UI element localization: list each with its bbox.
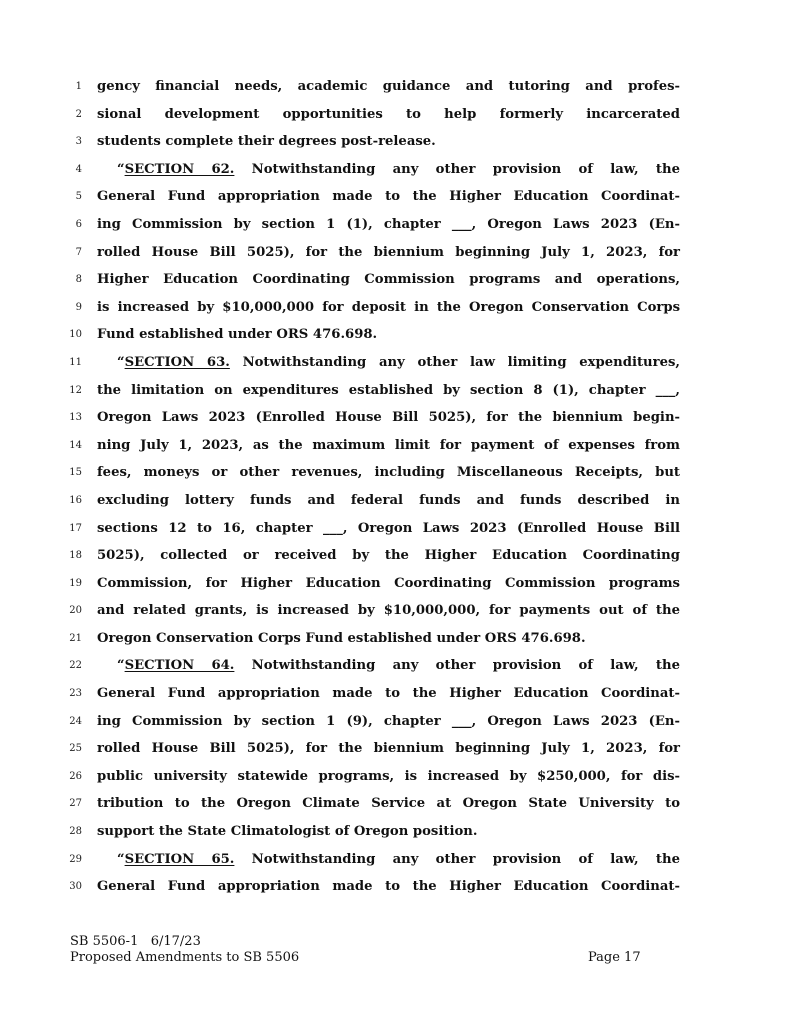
line-content: tribution to the Oregon Climate Service at Oregon State University to [97,796,680,812]
line-text [97,487,680,515]
line-content: Notwithstanding any other provision of law, the [234,161,680,177]
document-line [0,873,800,901]
line-number: 12 [69,384,82,396]
document-line [0,708,800,736]
line-content: fees, moneys or other revenues, including Miscellaneous Receipts, but [97,465,680,481]
line-content: public university statewide programs, is increased by $250,000, for dis- [97,768,680,784]
line-text [97,459,680,487]
line-number: 11 [69,356,82,368]
open-quote: “ [117,851,125,867]
line-content: Commission, for Higher Education Coordinating Commission programs [97,575,680,591]
line-text [97,625,680,653]
line-text [97,818,680,846]
document-line [0,515,800,543]
line-text [97,321,680,349]
line-content: Oregon Laws 2023 (Enrolled House Bill 5025), for the biennium begin- [97,410,680,426]
document-line [0,763,800,791]
document-line [0,377,800,405]
line-number: 23 [69,688,82,700]
open-quote: “ [117,161,125,177]
document-line [0,735,800,763]
line-content: Notwithstanding any other law limiting expenditures, [229,354,680,370]
document-line [0,597,800,625]
line-content: support the State Climatologist of Oregon position. [97,824,478,840]
line-number: 7 [75,246,82,258]
line-content: ning July 1, 2023, as the maximum limit for payment of expenses from [97,437,680,453]
line-text [97,377,680,405]
line-text [97,790,680,818]
footer-doc-id: SB 5506-1 6/17/23 [70,934,201,949]
line-text [97,873,680,901]
line-content: Higher Education Coordinating Commission programs and operations, [97,272,680,288]
line-number: 21 [69,632,82,644]
document-body [0,73,800,901]
line-content: General Fund appropriation made to the Higher Education Coordinat- [97,189,680,205]
line-number: 16 [69,494,82,506]
line-number: 20 [69,605,82,617]
line-number: 19 [69,577,82,589]
line-number: 17 [69,522,82,534]
line-text [97,404,680,432]
document-line [0,570,800,598]
document-line [0,542,800,570]
document-line [0,652,800,680]
line-text [97,542,680,570]
line-text [97,735,680,763]
line-number: 4 [75,163,82,175]
document-line [0,73,800,101]
line-number: 2 [75,108,82,120]
line-content: rolled House Bill 5025), for the biennium beginning July 1, 2023, for [97,244,680,260]
line-text [97,73,680,101]
line-text [97,515,680,543]
document-line [0,487,800,515]
line-number: 29 [69,853,82,865]
document-line [0,459,800,487]
footer-title: Proposed Amendments to SB 5506 [70,950,300,965]
line-text [97,128,680,156]
open-quote: “ [117,354,125,370]
line-text [97,239,680,267]
line-text [97,294,680,322]
section-heading: SECTION 65. [124,851,235,867]
line-text [97,708,680,736]
document-line [0,404,800,432]
line-number: 8 [75,274,82,286]
open-quote: “ [117,658,125,674]
document-line [0,128,800,156]
line-number: 3 [75,136,82,148]
line-content: Oregon Conservation Corps Fund established under ORS 476.698. [97,630,586,646]
line-number: 5 [75,191,82,203]
document-line [0,266,800,294]
document-line [0,349,800,377]
line-number: 14 [69,439,82,451]
line-content: and related grants, is increased by $10,000,000, for payments out of the [97,603,680,619]
section-heading: SECTION 62. [124,161,235,177]
line-content: ing Commission by section 1 (9), chapter ___, Oregon Laws 2023 (En- [97,713,680,729]
document-line [0,790,800,818]
footer [70,934,299,966]
line-number: 22 [69,660,82,672]
section-heading: SECTION 64. [124,658,235,674]
document-line [0,321,800,349]
line-content: sional development opportunities to help formerly incarcerated [97,106,680,122]
line-content: Notwithstanding any other provision of law, the [234,658,680,674]
line-content: Fund established under ORS 476.698. [97,327,378,343]
line-text [117,652,680,680]
line-number: 9 [75,301,82,313]
document-line [0,294,800,322]
line-content: ing Commission by section 1 (1), chapter ___, Oregon Laws 2023 (En- [97,216,680,232]
page-number: Page 17 [588,950,641,965]
line-text [97,570,680,598]
line-number: 27 [69,798,82,810]
line-text [117,349,680,377]
line-number: 18 [69,550,82,562]
line-content: 5025), collected or received by the Higher Education Coordinating [97,548,680,564]
line-content: General Fund appropriation made to the Higher Education Coordinat- [97,879,680,895]
line-number: 15 [69,467,82,479]
line-content: gency financial needs, academic guidance and tutoring and profes- [97,79,680,94]
line-text [97,597,680,625]
line-number: 13 [69,412,82,424]
line-content: General Fund appropriation made to the Higher Education Coordinat- [97,686,680,702]
line-number: 28 [69,826,82,838]
line-content: is increased by $10,000,000 for deposit in the Oregon Conservation Corps [97,299,680,315]
line-text [117,846,680,874]
line-text [97,101,680,129]
document-line [0,846,800,874]
line-text [97,183,680,211]
line-text [117,156,680,184]
line-text [97,680,680,708]
line-number: 25 [69,743,82,755]
line-content: sections 12 to 16, chapter ___, Oregon Laws 2023 (Enrolled House Bill [97,520,680,536]
line-content: students complete their degrees post-release. [97,134,436,150]
line-text [97,432,680,460]
document-line [0,101,800,129]
document-line [0,156,800,184]
line-number: 24 [69,715,82,727]
line-content: rolled House Bill 5025), for the biennium beginning July 1, 2023, for [97,741,680,757]
line-number: 1 [75,81,82,92]
line-text [97,266,680,294]
document-line [0,680,800,708]
document-line [0,432,800,460]
document-line [0,818,800,846]
document-line [0,211,800,239]
line-number: 30 [69,881,82,893]
line-content: excluding lottery funds and federal funds and funds described in [97,492,680,508]
document-line [0,183,800,211]
section-heading: SECTION 63. [124,354,230,370]
line-number: 26 [69,770,82,782]
line-content: Notwithstanding any other provision of law, the [234,851,680,867]
line-number: 10 [69,329,82,341]
line-content: the limitation on expenditures established by section 8 (1), chapter ___, [97,382,680,398]
line-text [97,211,680,239]
line-number: 6 [75,218,82,230]
document-line [0,239,800,267]
document-line [0,625,800,653]
line-text [97,763,680,791]
